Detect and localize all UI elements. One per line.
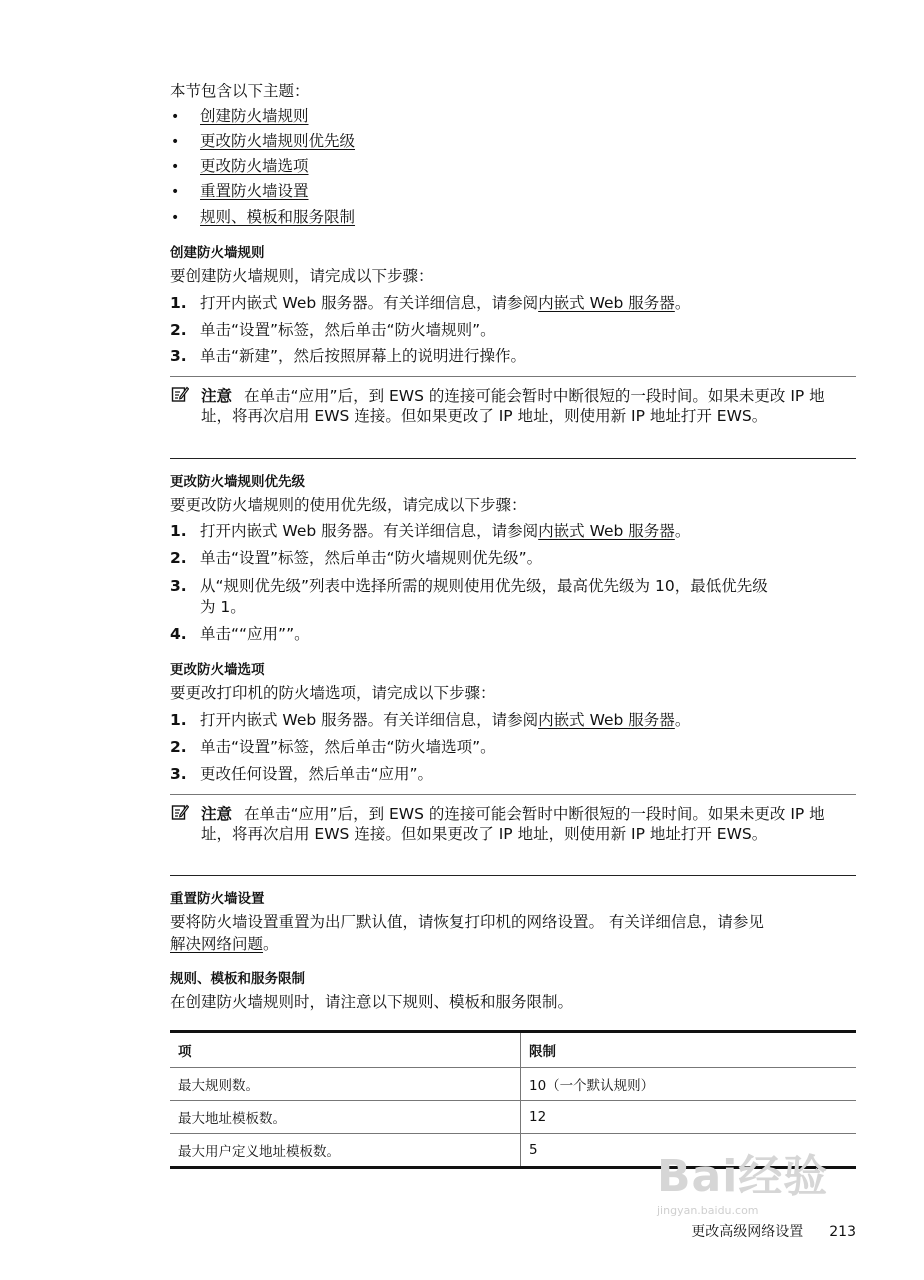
note-text: 注意 在单击“应用”后，到 EWS 的连接可能会暂时中断很短的一段时间。如果未更改 IP 地址，将再次启用 EWS 连接。但如果更改了 IP 地址，则使用新 IP 地址打开 EWS。 <box>201 387 825 426</box>
step-number: 1. <box>170 711 187 729</box>
table-cell: 最大地址模板数。 <box>170 1101 521 1134</box>
step-number: 3. <box>170 765 187 783</box>
section-lead: 要更改打印机的防火墙选项，请完成以下步骤： <box>170 684 496 702</box>
step-number: 3. <box>170 577 187 595</box>
footer-section-title: 更改高级网络设置 <box>691 1224 804 1240</box>
step-text: 单击““应用””。 <box>200 625 310 643</box>
topic-link-options[interactable]: 更改防火墙选项 <box>200 157 309 175</box>
column-header: 项 <box>170 1032 521 1068</box>
topic-link-limits[interactable]: 规则、模板和服务限制 <box>200 208 356 226</box>
table-row <box>170 1068 856 1101</box>
table-cell: 5 <box>521 1134 857 1168</box>
network-troubleshoot-link[interactable]: 解决网络问题 <box>170 935 264 953</box>
topic-link-create-rule[interactable]: 创建防火墙规则 <box>200 107 309 125</box>
baidu-watermark-logo: Bai经验 jingyan.baidu.com <box>657 1151 829 1217</box>
bullet-icon: • <box>171 210 180 226</box>
section-lead: 在创建防火墙规则时，请注意以下规则、模板和服务限制。 <box>170 993 574 1011</box>
step-text: 更改任何设置，然后单击“应用”。 <box>200 765 434 783</box>
step-number: 1. <box>170 522 187 540</box>
step-number: 1. <box>170 294 187 312</box>
bullet-icon: • <box>171 184 180 200</box>
reset-text-continued: 解决网络问题。 <box>170 935 279 953</box>
section-heading-reset: 重置防火墙设置 <box>170 891 265 907</box>
section-heading-limits: 规则、模板和服务限制 <box>170 971 305 987</box>
step-text: 单击“设置”标签，然后单击“防火墙选项”。 <box>200 738 496 756</box>
step-text: 单击“设置”标签，然后单击“防火墙规则优先级”。 <box>200 549 543 567</box>
table-cell: 最大规则数。 <box>170 1068 521 1101</box>
ews-link[interactable]: 内嵌式 Web 服务器 <box>538 522 675 540</box>
topic-link-rule-priority[interactable]: 更改防火墙规则优先级 <box>200 132 356 150</box>
step-text: 打开内嵌式 Web 服务器。有关详细信息，请参阅内嵌式 Web 服务器。 <box>200 294 691 312</box>
step-text-continued: 为 1。 <box>200 598 246 616</box>
note-pencil-icon <box>171 385 189 403</box>
bullet-icon: • <box>171 109 180 125</box>
table-cell: 10（一个默认规则） <box>521 1068 857 1101</box>
page-footer <box>691 1221 856 1241</box>
table-row <box>170 1101 856 1134</box>
bullet-icon: • <box>171 159 180 175</box>
table-cell: 最大用户定义地址模板数。 <box>170 1134 521 1168</box>
step-text: 单击“新建”，然后按照屏幕上的说明进行操作。 <box>200 347 527 365</box>
ews-link[interactable]: 内嵌式 Web 服务器 <box>538 711 675 729</box>
intro-text: 本节包含以下主题： <box>170 82 310 100</box>
note-pencil-icon <box>171 803 189 821</box>
bullet-icon: • <box>171 134 180 150</box>
step-text: 从“规则优先级”列表中选择所需的规则使用优先级，最高优先级为 10，最低优先级 <box>200 577 768 595</box>
note-box <box>170 794 856 876</box>
section-lead: 要更改防火墙规则的使用优先级，请完成以下步骤： <box>170 496 527 514</box>
note-box <box>170 376 856 459</box>
step-text: 打开内嵌式 Web 服务器。有关详细信息，请参阅内嵌式 Web 服务器。 <box>200 711 691 729</box>
step-number: 2. <box>170 549 187 567</box>
step-text: 单击“设置”标签，然后单击“防火墙规则”。 <box>200 321 496 339</box>
section-heading-options: 更改防火墙选项 <box>170 662 265 678</box>
topic-link-reset[interactable]: 重置防火墙设置 <box>200 182 309 200</box>
step-text: 打开内嵌式 Web 服务器。有关详细信息，请参阅内嵌式 Web 服务器。 <box>200 522 691 540</box>
column-header: 限制 <box>521 1032 857 1068</box>
step-number: 4. <box>170 625 187 643</box>
step-number: 2. <box>170 738 187 756</box>
reset-text: 要将防火墙设置重置为出厂默认值，请恢复打印机的网络设置。 有关详细信息，请参见 <box>170 913 764 931</box>
step-number: 3. <box>170 347 187 365</box>
page-number: 213 <box>829 1224 856 1240</box>
ews-link[interactable]: 内嵌式 Web 服务器 <box>538 294 675 312</box>
table-cell: 12 <box>521 1101 857 1134</box>
section-lead: 要创建防火墙规则，请完成以下步骤： <box>170 267 434 285</box>
note-text: 注意 在单击“应用”后，到 EWS 的连接可能会暂时中断很短的一段时间。如果未更改 IP 地址，将再次启用 EWS 连接。但如果更改了 IP 地址，则使用新 IP 地址打开 EWS。 <box>201 805 825 844</box>
section-heading-rule-priority: 更改防火墙规则优先级 <box>170 474 305 490</box>
table-header-row <box>170 1032 856 1068</box>
step-number: 2. <box>170 321 187 339</box>
section-heading-create-rule: 创建防火墙规则 <box>170 245 265 261</box>
